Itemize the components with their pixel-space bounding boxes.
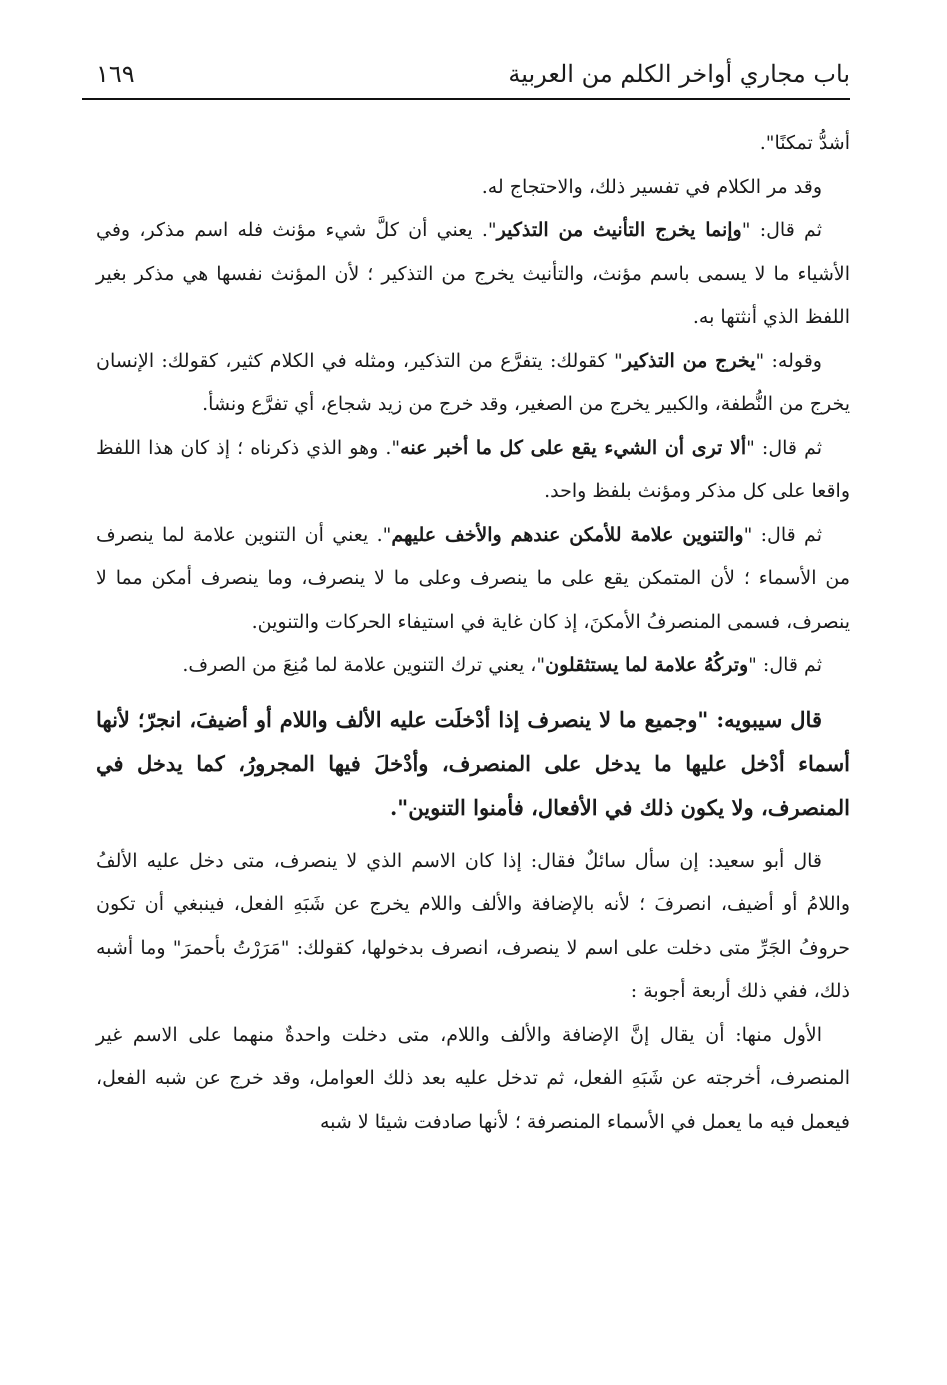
quoted-text: قال سيبويه: "وجميع ما لا ينصرف إذا أدْخلَت عليه الألف واللام أو أضيفَ، انجرّ؛ لأنها أسماء أدْخل عليها ما يدخل على المنصرف، وأدْخلَ فيها المجرورُ، كما يدخل في المنصرف، ولا يكون ذلك في الأفعال، فأمنوا التنوين". xyxy=(96,706,850,820)
text-segment: ثم قال: " xyxy=(743,523,822,546)
paragraph xyxy=(96,840,850,1014)
sibawayh-quote xyxy=(96,698,850,830)
text-segment: "، يعني ترك التنوين علامة لما مُنِعَ من الصرف. xyxy=(182,654,546,676)
body-text xyxy=(96,122,850,1144)
text-segment: ثم قال: " xyxy=(748,654,822,676)
paragraph xyxy=(96,514,850,645)
paragraph xyxy=(96,166,850,210)
quoted-text: وإنما يخرج التأنيث من التذكير xyxy=(496,219,742,241)
header-rule xyxy=(82,98,850,100)
paragraph xyxy=(96,427,850,514)
quoted-text: يخرج من التذكير xyxy=(622,349,756,372)
text-segment: ثم قال: " xyxy=(741,219,822,241)
text-segment: ". يعني أن التنوين علامة لما ينصرف من الأسماء ؛ لأن المتمكن يقع على ما ينصرف وعلى ما لا ينصرف، وما ينصرف أمكن مما لا ينصرف، فسمى المنصرفُ الأمكنَ، إذ كان غاية في استيفاء الحركات والتنوين. xyxy=(96,523,850,633)
quoted-text: والتنوين علامة للأمكن عندهم والأخف عليهم xyxy=(391,523,744,546)
text-segment: أشدُّ تمكنًا". xyxy=(759,132,850,154)
text-segment: ". وهو الذي ذكرناه ؛ إذ كان هذا اللفظ واقعا على كل مذكر ومؤنث بلفظ واحد. xyxy=(96,436,850,502)
text-segment: ". يعني أن كلَّ شيء مؤنث فله اسم مذكر، وفي الأشياء ما لا يسمى باسم مؤنث، والتأنيث يخرج من التذكير ؛ لأن المؤنث نفسها هي مذكر بغير اللفظ الذي أنثتها به. xyxy=(96,219,850,328)
paragraph xyxy=(96,644,850,688)
text-segment: قال أبو سعيد: إن سأل سائلٌ فقال: إذا كان الاسم الذي لا ينصرف، متى دخل عليه الألفُ واللامُ أو أضيف، انصرفَ ؛ لأنه بالإضافة والألف واللام يخرج عن شَبَهِ الفعل، فينبغي أن تكون حروفُ الجَرِّ متى دخلت على اسم لا ينصرف، انصرف بدخولها، كقولك: "مَرَرْتُ بأحمرَ" وما أشبه ذلك، ففي ذلك أربعة أجوبة : xyxy=(96,849,850,1002)
paragraph xyxy=(96,209,850,340)
quoted-text: ألا ترى أن الشيء يقع على كل ما أخبر عنه xyxy=(400,436,747,459)
paragraph xyxy=(96,340,850,427)
quoted-text: وتركُهُ علامة لما يستثقلون xyxy=(545,654,749,676)
text-segment: الأول منها: أن يقال إنَّ الإضافة والألف واللام، متى دخلت واحدةٌ منهما على الاسم غير المنصرف، أخرجته عن شَبَهِ الفعل، ثم تدخل عليه بعد ذلك العوامل، وقد خرج عن شبه الفعل، فيعمل فيه ما يعمل في الأسماء المنصرفة ؛ لأنها صادفت شيئا لا شبه xyxy=(96,1023,850,1133)
running-title: باب مجاري أواخر الكلم من العربية xyxy=(508,60,850,88)
paragraph xyxy=(96,1014,850,1145)
text-segment: وقد مر الكلام في تفسير ذلك، والاحتجاج له. xyxy=(481,175,822,198)
text-segment: " كقولك: يتفرَّع من التذكير، ومثله في الكلام كثير، كقولك: الإنسان يخرج من النُّطفة، والكبير يخرج من الصغير، وقد خرج من زيد شجاع، أي تفرَّع ونشأ. xyxy=(96,349,850,415)
text-segment: وقوله: " xyxy=(755,349,822,372)
page-number: ١٦٩ xyxy=(96,60,135,88)
page-header xyxy=(90,56,850,96)
text-segment: ثم قال: " xyxy=(746,436,822,459)
paragraph xyxy=(96,122,850,166)
